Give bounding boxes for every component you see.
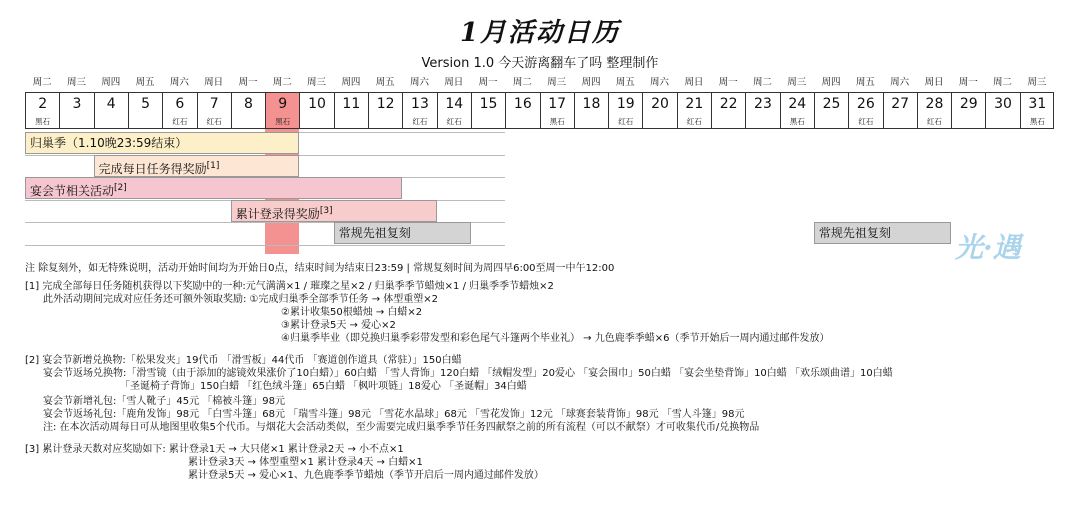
day-cell: 11 [334,92,368,116]
day-cell: 4 [94,92,128,116]
weekday-label: 周四 [581,77,601,88]
day-cell: 16 [505,92,539,116]
stone-label: 黑石 [780,116,814,128]
stone-label [94,116,128,128]
day-cell: 26 [848,92,882,116]
weekday-label: 周四 [101,77,121,88]
page-title: 1月活动日历 [459,18,621,48]
weekday-label: 周四 [821,77,841,88]
day-cell: 30 [985,92,1019,116]
event-bar-label: 归巢季（1.10晚23:59结束） [30,136,188,150]
weekday-label: 周三 [66,77,86,88]
event-bar-note-ref: [1] [206,160,220,171]
note-3-row-3: 累计登录5天 → 爱心×1、九色鹿季季节蜡烛（季节开启后一周内通过邮件发放） [188,470,544,481]
event-bar [25,132,299,154]
stone-label: 红石 [437,116,471,128]
note-1-heading: [1] 完成全部每日任务随机获得以下奖励中的一种:元气满满×1 / 璀璨之星×2 / 归巢季季节蜡烛×1 / 归巢季季节蜡烛×2 [25,281,554,292]
note-1-item-2: ②累计收集50根蜡烛 → 白蜡×2 [281,307,423,318]
note-2-return-items: 宴会节返场兑换物:「滑雪镜（由于添加的滤镜效果涨价了10白蜡）」60白蜡 「雪人背饰」120白蜡 「绒帽发型」20爱心 「宴会围巾」50白蜡 「宴会坐垫背饰」10白蜡 「欢乐颂曲谱」10白蜡 [43,368,893,379]
weekday-label: 周六 [409,77,429,88]
note-2-heading: [2] 宴会节新增兑换物:「松果发夹」19代币 「滑雪板」44代币 「赛道创作道具（常驻）」150白蜡 [25,355,462,366]
stone-label [128,116,162,128]
stone-label [642,116,676,128]
stone-label [299,116,333,128]
weekday-label: 周六 [169,77,189,88]
day-cell: 24 [780,92,814,116]
day-cell: 31 [1020,92,1054,116]
weekday-label: 周五 [855,77,875,88]
weekday-label: 周三 [787,77,807,88]
stone-label: 红石 [848,116,882,128]
stone-label [471,116,505,128]
stone-label: 黑石 [265,116,299,128]
note-2-new-packs: 宴会节新增礼包:「雪人靴子」45元 「棉被斗篷」98元 [43,396,285,407]
day-cell: 17 [540,92,574,116]
event-bar [25,177,402,199]
event-bar [334,222,471,244]
weekday-label: 周六 [650,77,670,88]
weekday-label: 周六 [890,77,910,88]
event-bar [814,222,951,244]
note-1-item-3: ③累计登录5天 → 爱心×2 [281,320,396,331]
stone-label: 红石 [162,116,196,128]
weekday-label: 周二 [512,77,532,88]
note-1-extra: 此外活动期间完成对应任务还可额外领取奖励: ①完成归巢季全部季节任务 → 体型重塑×2 [43,294,438,305]
event-bar-label: 常规先祖复刻 [338,226,411,240]
event-bar-note-ref: [2] [114,183,127,193]
event-bar-note-ref: [3] [319,205,333,216]
note-1-item-4: ④归巢季毕业（即兑换归巢季彩带发型和彩色尾气斗篷两个毕业礼） → 九色鹿季季蜡×6（季节开始后一周内通过邮件发放） [281,333,830,344]
weekday-label: 周一 [718,77,738,88]
calendar [25,76,1054,264]
day-cell: 21 [677,92,711,116]
weekday-label: 周一 [238,77,258,88]
weekday-label: 周一 [478,77,498,88]
stone-label: 红石 [917,116,951,128]
stone-label [711,116,745,128]
weekday-label: 周二 [272,77,292,88]
weekday-label: 周五 [615,77,635,88]
weekday-label: 周日 [924,77,944,88]
note-2-return-items-cont: 「圣诞椅子背饰」150白蜡 「红色绒斗篷」65白蜡 「枫叶项链」18爱心 「圣诞帽」34白蜡 [120,381,527,392]
stone-label: 红石 [197,116,231,128]
event-bar-label: 累计登录得奖励 [235,206,320,221]
day-cell: 9 [265,92,299,116]
day-cell: 14 [437,92,471,116]
day-cell: 28 [917,92,951,116]
day-cell: 2 [25,92,59,116]
weekday-label: 周日 [444,77,464,88]
day-cell: 10 [299,92,333,116]
stone-label: 红石 [677,116,711,128]
stone-label: 黑石 [25,116,59,128]
day-cell: 22 [711,92,745,116]
day-cell: 25 [814,92,848,116]
day-cell: 7 [197,92,231,116]
event-bar-label: 常规先祖复刻 [818,226,891,240]
note-3-heading: [3] 累计登录天数对应奖励如下: 累计登录1天 → 大只佬×1 累计登录2天 → 小不点×1 [25,444,404,455]
note-3-row-2: 累计登录3天 → 体型重塑×1 累计登录4天 → 白蜡×1 [188,457,423,468]
day-cell: 6 [162,92,196,116]
stone-label [745,116,779,128]
stone-label [505,116,539,128]
weekday-label: 周五 [135,77,155,88]
event-bar [94,155,300,177]
stone-label [59,116,93,128]
day-cell: 3 [59,92,93,116]
weekday-label: 周二 [752,77,772,88]
weekday-label: 周五 [375,77,395,88]
day-cell: 18 [574,92,608,116]
note-2-return-packs: 宴会节返场礼包:「鹿角发饰」98元 「白雪斗篷」68元 「瑞雪斗篷」98元 「雪花水晶球」68元 「雪花发饰」12元 「球赛套装背饰」98元 「雪人斗篷」98元 [43,409,745,420]
weekday-label: 周四 [341,77,361,88]
day-cell: 12 [368,92,402,116]
stone-label: 黑石 [540,116,574,128]
day-cell: 19 [608,92,642,116]
stone-label [368,116,402,128]
game-logo: 光·遇 [955,231,1021,264]
stone-label: 红石 [402,116,436,128]
row-separator [25,245,505,246]
day-cell: 20 [642,92,676,116]
stone-label [951,116,985,128]
weekday-label: 周三 [307,77,327,88]
weekday-label: 周二 [993,77,1013,88]
event-bar [231,200,437,222]
day-cell: 5 [128,92,162,116]
note-2-remark: 注: 在本次活动周每日可从地图里收集5个代币。与烟花大会活动类似，至少需要完成归巢季季节任务四献祭之前的所有流程（可以不献祭）才可收集代币/兑换物品 [43,422,760,433]
stone-label [985,116,1019,128]
page-subtitle: Version 1.0 今天游离翻车了吗 整理制作 [421,56,659,71]
weekday-label: 周一 [958,77,978,88]
stone-label: 黑石 [1020,116,1054,128]
stone-label [883,116,917,128]
weekday-label: 周三 [547,77,567,88]
weekday-label: 周二 [32,77,52,88]
weekday-label: 周日 [684,77,704,88]
note-general: 注 除复刻外，如无特殊说明，活动开始时间均为开始日0点，结束时间为结束日23:59 | 常规复刻时间为周四早6:00至周一中午12:00 [25,263,615,274]
event-bar-label: 完成每日任务得奖励 [98,161,207,176]
event-bar-label: 宴会节相关活动 [30,184,115,198]
stone-label [334,116,368,128]
day-cell: 29 [951,92,985,116]
day-cell: 27 [883,92,917,116]
day-cell: 8 [231,92,265,116]
day-cell: 15 [471,92,505,116]
stone-label: 红石 [608,116,642,128]
day-cell: 13 [402,92,436,116]
weekday-label: 周日 [204,77,224,88]
day-cell: 23 [745,92,779,116]
stone-label [231,116,265,128]
weekday-label: 周三 [1027,77,1047,88]
stone-label [814,116,848,128]
stone-label [574,116,608,128]
